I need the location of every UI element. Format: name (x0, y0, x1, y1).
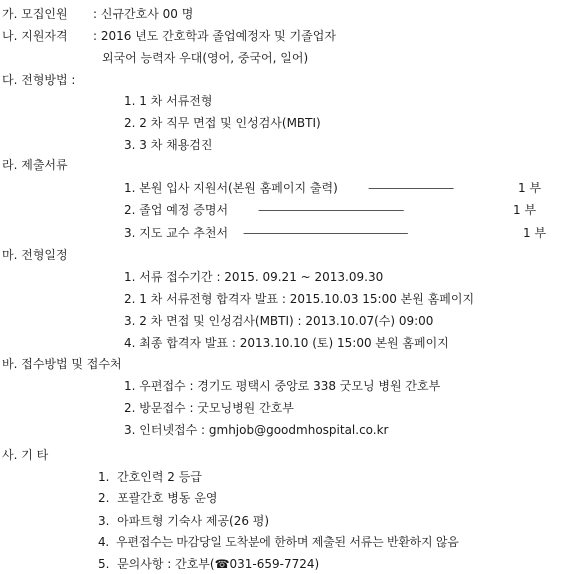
document-item-count: 1 부 (513, 202, 537, 217)
etc-item: 5. 문의사항 : 간호부(☎031-659-7724) (98, 557, 320, 571)
documents-label: 라. 제출서류 (2, 158, 68, 173)
document-item-leader: ----------------------------------------------------- (258, 202, 403, 217)
document-item-count: 1 부 (518, 181, 542, 196)
qualification-note: 외국어 능력자 우대(영어, 중국어, 일어) (102, 51, 309, 66)
schedule-label: 마. 전형일정 (2, 247, 68, 262)
etc-item: 1. 간호인력 2 등급 (98, 469, 202, 484)
schedule-item: 3. 2 차 면접 및 인성검사(MBTI) : 2013.10.07(수) 09:00 (124, 313, 434, 328)
application-item: 3. 인터넷접수 : gmhjob@goodmhospital.co.kr (124, 422, 389, 437)
document-item-name: 2. 졸업 예정 증명서 (124, 202, 229, 217)
screening-step: 3. 3 차 채용검진 (124, 138, 213, 153)
document-item-name: 1. 본원 입사 지원서(본원 홈페이지 출력) (124, 181, 338, 196)
application-item: 2. 방문접수 : 굿모닝병원 간호부 (124, 400, 294, 415)
etc-label: 사. 기 타 (2, 447, 49, 462)
schedule-item: 4. 최종 합격자 발표 : 2013.10.10 (토) 15:00 본원 홈페이지 (124, 335, 449, 350)
qualification-label: 나. 지원자격 (2, 29, 68, 43)
recruit-label: 가. 모집인원 (2, 7, 68, 21)
application-label: 바. 접수방법 및 접수처 (2, 356, 122, 371)
etc-item: 4. 우편접수는 마감당일 도착분에 한하며 제출된 서류는 반환하지 않음 (98, 535, 459, 549)
schedule-item: 1. 서류 접수기간 : 2015. 09.21 ~ 2013.09.30 (124, 269, 384, 284)
screening-step: 2. 2 차 직무 면접 및 인성검사(MBTI) (124, 116, 321, 131)
etc-item: 2. 포괄간호 병동 운영 (98, 490, 218, 505)
recruit-value: : 신규간호사 00 명 (93, 7, 194, 21)
application-item: 1. 우편접수 : 경기도 평택시 중앙로 338 굿모닝 병원 간호부 (124, 378, 441, 393)
document-item-count: 1 부 (523, 225, 547, 240)
schedule-item: 2. 1 차 서류전형 합격자 발표 : 2015.10.03 15:00 본원 홈페이지 (124, 291, 475, 306)
etc-item: 3. 아파트형 기숙사 제공(26 평) (98, 513, 270, 528)
screening-step: 1. 1 차 서류전형 (124, 94, 213, 109)
document-item-leader: ------------------------------- (368, 181, 453, 196)
document-item-name: 3. 지도 교수 추천서 (124, 225, 229, 240)
document-item-leader: ------------------------------------------------------------ (243, 225, 407, 240)
screening-label: 다. 전형방법 : (2, 73, 76, 88)
qualification-value: : 2016 년도 간호학과 졸업예정자 및 기졸업자 (93, 29, 336, 43)
